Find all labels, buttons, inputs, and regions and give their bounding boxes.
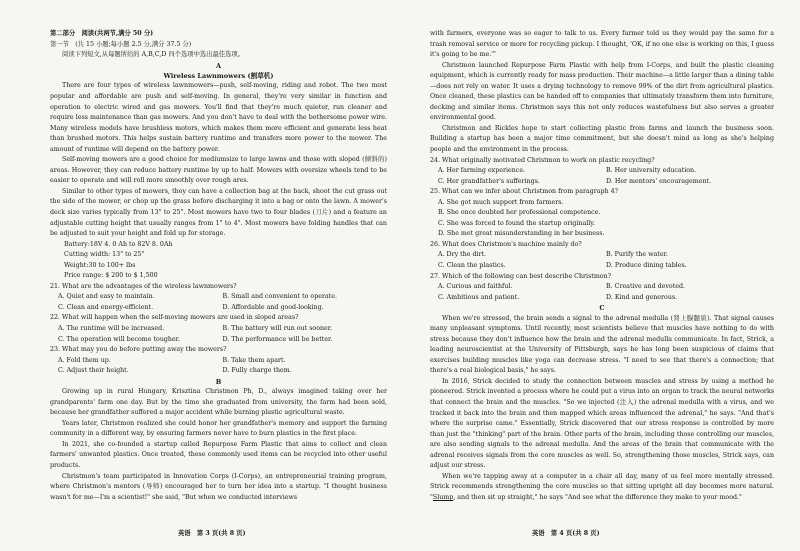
question-22-options [50,324,387,345]
text-segment: , and then sit up straight," he says "And see what the difference they make to your mood." [453,493,742,501]
option[interactable]: A. Curious and faithful. [438,283,513,291]
passage-b-label: B [215,377,222,386]
spec-battery: Battery:18V 4. 0 Ah to 82V 8. 0Ah [64,240,173,248]
option[interactable]: D. Kind and generous. [606,293,678,301]
text-segment: When we're tapping away at a computer in a chair all day, many of us feel more mentally stressed. Strick recommends strengthening the core muscles so that sitting upright all day becomes more natural. " [430,472,774,501]
passage-b-paragraph: In 2021, she co-founded a startup called Repurpose Farm Plastic that aims to collect and clean farmers' unwanted plastics. Once treated, these commonly used items can be recycled into other useful products. [50,440,387,469]
passage-b-paragraph: Christmon and Rickles hope to start collecting plastic from farms and launch the business soon. Building a startup has been a major time commitment, but she doesn't mind as long as she's helping people and the environment in the process. [430,124,774,154]
option[interactable]: A. She got much support from farmers. [438,198,564,206]
passage-b-continuation: with farmers, everyone was so eager to talk to us. Every farmer told us they would pay the same for a trash removal service or more for recycling pickup. I thought, 'OK, if no one else is working on this, I guess it's going to be me.'" [430,30,774,59]
question-22: 22. What will happen when the self-moving mowers are used in sloped areas? [50,314,299,322]
passage-b-paragraph: Growing up in rural Hungary, Krisztina Christmon Ph, D., always imagined taking over her grandparents' farm one day. But by the time she graduated from university, the farm had been sold, because her grandfather suffered a major accident while burning plastic agricultural waste. [50,388,387,417]
passage-c-paragraph: When we're stressed, the brain sends a signal to the adrenal medulla (肾上腺髓质). That signal causes many unpleasant symptoms. Until recently, most scientists believe that muscles have nothing to do with stress because they don't influence how the brain and the adrenal medulla communicate. In fact, Strick, a leading neuroscientist at the University of Pittsburgh, says he has long been suspicious of claims that exercises building muscles like yoga can decrease stress. "I need to see that there's a connection; that there's a real biological basis," he says. [430,314,774,375]
question-21: 21. What are the advantages of the wireless lawnmowers? [50,282,237,290]
page-footer-left: 英语 第 3 页(共 8 页) [178,530,246,537]
question-26-options [430,250,774,271]
underlined-word: Slump [432,493,454,501]
option[interactable]: D. Her mentors' encouragement. [606,177,712,185]
option[interactable]: D. Produce dining tables. [606,262,687,270]
option[interactable]: C. Her grandfather's sufferings. [438,177,540,185]
option[interactable]: B. Creative and devoted. [606,283,686,291]
option[interactable]: B. Her university education. [606,167,697,175]
page-footer-right: 英语 第 4 页(共 8 页) [532,530,600,537]
question-27: 27. Which of the following can best describe Christmon? [430,272,612,280]
passage-a-paragraph: Self-moving mowers are a good choice for mediumsize to large lawns and those with sloped (倾斜的) areas. However, they can reduce battery runtime by up to half. Mowers with oversize wheels tend to be easier to operate and will roll more smoothly over rough ares. [50,156,387,185]
option[interactable]: C. Adjust their height. [58,367,129,375]
instruction: 阅读下列短文,从每题所给的 A,B,C,D 四个选项中选出最佳选项。 [62,51,244,59]
question-27-options [430,282,774,303]
option[interactable]: A. Quiet and easy to maintain. [58,293,155,301]
passage-a-label: A [215,61,222,70]
question-24-options [430,166,774,187]
question-21-options [50,292,387,313]
option[interactable]: A. Dry the dirt. [438,251,487,259]
option[interactable]: B. She once doubted her professional competence. [438,209,601,217]
option[interactable]: C. Ambitious and patient. [438,293,520,301]
part-title: 第二部分 阅读(共两节,满分 50 分) [50,30,154,37]
spec-cutting-width: Cutting width: 13" to 25" [64,251,145,259]
option[interactable]: C. Clean the plastics. [438,262,506,270]
option[interactable]: C. Clean and energy-efficient. [58,303,154,311]
option[interactable]: D. She met great misunderstanding in her business. [438,230,605,238]
spec-weight: Weight:30 to 100+ lbs [64,261,136,269]
section-title: 第一节 (共 15 小题;每小题 2.5 分,满分 37.5 分) [50,40,192,48]
question-23-options [50,356,387,377]
option[interactable]: C. The operation will become tougher. [58,335,181,343]
option[interactable]: D. Fully charge them. [222,367,292,375]
option[interactable]: B. Purify the water. [606,251,668,259]
option[interactable]: A. Her farming experience. [438,167,526,175]
question-25: 25. What can we infer about Christmon from paragraph 4? [430,188,618,196]
passage-c-label: C [599,304,605,313]
option[interactable]: B. Small and convenient to operate. [222,293,337,301]
question-26: 26. What does Christmon's machine mainly do? [430,240,582,248]
passage-b-paragraph: Years later, Christmon realized she could honor her grandfather's memory and support the farming community in a different way, by ensuring farmers never have to burn plastics in the first place. [50,419,387,438]
passage-c-paragraph-last [430,472,774,504]
spec-price: Price range: $ 200 to $ 1,500 [64,272,158,280]
passage-a-paragraph: There are four types of wireless lawnmowers—push, self-moving, riding and robot. The two most popular and affordable are push and self-moving. In general, they're very similar in function and operation to electric wired and gas mowers. You'll find that they're much quieter, run cleaner and require less maintenance than gas mowers. And you don't have to deal with the bothersome power wire. Many wireless models have brushless motors, which makes them more efficient and generate less heat than brushed motors. This helps sustain battery runtime and transfers more power to the mower. The amount of runtime will depend on the battery power. [50,82,387,153]
option[interactable]: A. Fold them up. [58,356,111,364]
option[interactable]: D. The performance will be better. [222,335,333,343]
question-23: 23. What may you do before putting away the mowers? [50,346,227,354]
option[interactable]: B. The battery will run out sooner. [222,325,333,333]
passage-b-paragraph: Christmon's team participated in Innovation Corps (I-Corps), an entrepreneurial training program, where Christmon's mentors (导师) encouraged her to turn her idea into a startup. "I thought business wasn't for me—I'm a scientist!" she said, "But when we conducted interviews [50,472,387,501]
question-24: 24. What originally motivated Christmon to work on plastic recycling? [430,156,655,164]
option[interactable]: C. She was forced to found the startup originally. [438,219,595,227]
option[interactable]: D. Affordable and good-looking. [222,303,324,311]
question-25-options [430,198,774,240]
passage-b-paragraph: Christmon launched Repurpose Farm Plastic with help from I-Corps, and built the plastic cleaning equipment, which is currently ready for mass production. Their machine—a little larger than a dining table—does not rely on water. It uses a drying technology to remove 99% of the dirt from agricultural plastics. Once cleaned, these plastics can be handed off to companies that ultimately transform them into furniture, decking and similar items. Christmon says this not only reduces wastefulness but also serves a greater environmental good. [430,61,774,122]
passage-a-title: Wireless Lawnmowers (割草机) [163,72,274,81]
option[interactable]: B. Take them apart. [222,356,286,364]
right-page [400,0,800,551]
passage-c-paragraph: In 2016, Strick decided to study the connection between muscles and stress by using a method he pioneered. Strick invented a process where he could put a virus into an organ to track the neural networks that connect the brain and the muscles. "So we injected (注入) the adrenal medulla with a virus, and we tracked it back into the brain and then mapped which areas influenced the adrenal," he says. "And that's where the surprise came." Essentially, Strick discovered that our stress response is controlled by more than just the "thinking" part of the brain. Other parts of the brain, including those controlling our muscles, are also sending signals to the adrenal medulla. And the areas of the brain that communicate with the adrenal receives signals from the core muscles as well. So, strengthening those muscles, Strick says, can adjust our stress. [430,377,774,470]
option[interactable]: A. The runtime will be increased. [58,325,165,333]
passage-a-paragraph: Similar to other types of mowers, they can have a collection bag at the back, shoot the cut grass out the side of the mower, or chop up the grass before discharging it into a bag or onto the lawn. A mower's deck size varies typically from 13" to 25". Most mowers have two to four blades (刀片) and a feature an adjustable cutting height that usually ranges from 1" to 4". Most mowers have folding handles that can be adjusted to suit your height and fold up for storage. [50,187,387,238]
